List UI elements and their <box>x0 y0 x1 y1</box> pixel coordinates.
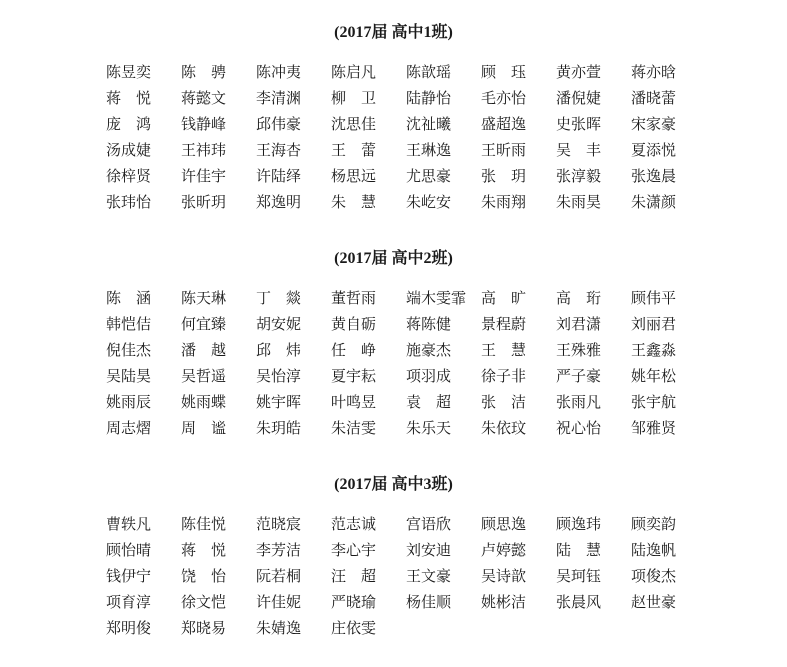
student-name: 刘君潇 <box>556 315 602 333</box>
student-name: 高 珩 <box>556 289 602 307</box>
student-name-grid <box>106 59 706 215</box>
student-name: 陈 骋 <box>181 63 227 81</box>
student-name: 盛超逸 <box>481 115 527 133</box>
student-name: 朱洁雯 <box>331 419 377 437</box>
student-name: 张淳毅 <box>556 167 602 185</box>
student-name: 张 玥 <box>481 167 527 185</box>
student-name: 景程蔚 <box>481 315 527 333</box>
student-name: 宋家豪 <box>631 115 677 133</box>
student-name: 张晨风 <box>556 593 602 611</box>
student-name: 邱伟豪 <box>256 115 302 133</box>
student-name: 何宜臻 <box>181 315 227 333</box>
student-name: 顾奕韵 <box>631 515 677 533</box>
student-name: 许佳妮 <box>256 593 302 611</box>
student-name: 陈佳悦 <box>181 515 227 533</box>
student-name: 韩恺佶 <box>106 315 152 333</box>
student-name: 袁 超 <box>406 393 452 411</box>
student-name: 郑晓易 <box>181 619 227 637</box>
student-name: 丁 燚 <box>256 289 302 307</box>
student-name: 沈祉曦 <box>406 115 452 133</box>
student-name: 姚年松 <box>631 367 677 385</box>
student-name: 毛亦怡 <box>481 89 527 107</box>
student-name: 潘倪婕 <box>556 89 602 107</box>
student-name: 王 慧 <box>481 341 527 359</box>
student-name: 张逸晨 <box>631 167 677 185</box>
student-name: 邱 炜 <box>256 341 302 359</box>
student-name: 朱婧逸 <box>256 619 302 637</box>
student-name: 徐文恺 <box>181 593 227 611</box>
class-title: (2017届 高中2班) <box>334 250 453 267</box>
student-name: 吴陆昊 <box>106 367 152 385</box>
student-name: 张宇航 <box>631 393 677 411</box>
student-name: 郑明俊 <box>106 619 152 637</box>
student-name: 李清渊 <box>256 89 302 107</box>
student-name: 杨佳顺 <box>406 593 452 611</box>
student-name: 朱乐天 <box>406 419 452 437</box>
student-name: 项俊杰 <box>631 567 677 585</box>
student-name: 陈歆瑶 <box>406 63 452 81</box>
student-name: 陈昱奕 <box>106 63 152 81</box>
student-name: 赵世豪 <box>631 593 677 611</box>
student-name: 严子豪 <box>556 367 602 385</box>
student-name: 徐子非 <box>481 367 527 385</box>
student-name: 王鑫淼 <box>631 341 677 359</box>
student-name: 顾思逸 <box>481 515 527 533</box>
student-name: 黄亦萱 <box>556 63 602 81</box>
student-name-grid <box>106 285 706 441</box>
student-name: 叶鸣昱 <box>331 393 377 411</box>
student-name: 朱雨昊 <box>556 193 602 211</box>
student-name: 朱依玟 <box>481 419 527 437</box>
student-name: 朱 慧 <box>331 193 377 211</box>
student-name: 顾逸玮 <box>556 515 602 533</box>
student-name: 陆 慧 <box>556 541 602 559</box>
student-name: 顾 珏 <box>481 63 527 81</box>
student-name: 王祎玮 <box>181 141 227 159</box>
student-name: 王 蕾 <box>331 141 377 159</box>
student-name: 王殊雅 <box>556 341 602 359</box>
student-name: 阮若桐 <box>256 567 302 585</box>
student-name: 庞 鸿 <box>106 115 152 133</box>
student-name: 王琳逸 <box>406 141 452 159</box>
student-name: 宫语欣 <box>406 515 452 533</box>
student-name: 陈 涵 <box>106 289 152 307</box>
student-name: 柳 卫 <box>331 89 377 107</box>
student-name: 邹雅贤 <box>631 419 677 437</box>
student-name: 刘安迪 <box>406 541 452 559</box>
student-name: 项羽成 <box>406 367 452 385</box>
student-name: 饶 怡 <box>181 567 227 585</box>
student-name: 陈天琳 <box>181 289 227 307</box>
student-name: 庄依雯 <box>331 619 377 637</box>
student-name: 范晓宸 <box>256 515 302 533</box>
student-name: 吴诗歆 <box>481 567 527 585</box>
student-name: 陈冲夷 <box>256 63 302 81</box>
student-name: 朱屹安 <box>406 193 452 211</box>
student-name-grid <box>106 511 706 641</box>
student-name: 蒋 悦 <box>106 89 152 107</box>
student-name: 徐梓贤 <box>106 167 152 185</box>
student-name: 沈思佳 <box>331 115 377 133</box>
student-name: 许佳宇 <box>181 167 227 185</box>
student-name: 曹轶凡 <box>106 515 152 533</box>
student-name: 任 峥 <box>331 341 377 359</box>
student-name: 王文豪 <box>406 567 452 585</box>
student-name: 王海杏 <box>256 141 302 159</box>
student-name: 夏添悦 <box>631 141 677 159</box>
student-name: 李芳洁 <box>256 541 302 559</box>
student-name: 汤成婕 <box>106 141 152 159</box>
student-name: 顾怡晴 <box>106 541 152 559</box>
student-name: 王昕雨 <box>481 141 527 159</box>
student-name: 张 洁 <box>481 393 527 411</box>
student-name: 周 谧 <box>181 419 227 437</box>
student-name: 钱静峰 <box>181 115 227 133</box>
student-name: 高 旷 <box>481 289 527 307</box>
student-name: 潘晓蕾 <box>631 89 677 107</box>
student-name: 朱潇颜 <box>631 193 677 211</box>
student-name: 范志诚 <box>331 515 377 533</box>
student-name: 尤思豪 <box>406 167 452 185</box>
student-name: 张玮怡 <box>106 193 152 211</box>
student-name: 顾伟平 <box>631 289 677 307</box>
student-name: 项育淳 <box>106 593 152 611</box>
student-name: 杨思远 <box>331 167 377 185</box>
student-name: 姚彬洁 <box>481 593 527 611</box>
student-name: 胡安妮 <box>256 315 302 333</box>
student-name: 黄自砺 <box>331 315 377 333</box>
student-name: 施豪杰 <box>406 341 452 359</box>
student-name: 周志熠 <box>106 419 152 437</box>
student-name: 陈启凡 <box>331 63 377 81</box>
student-name: 吴哲遥 <box>181 367 227 385</box>
student-name: 端木雯霏 <box>406 289 467 307</box>
student-name: 吴怡淳 <box>256 367 302 385</box>
student-name: 吴 丰 <box>556 141 602 159</box>
student-name: 刘丽君 <box>631 315 677 333</box>
student-name: 朱玥皓 <box>256 419 302 437</box>
student-name: 姚雨蝶 <box>181 393 227 411</box>
student-name: 蒋陈健 <box>406 315 452 333</box>
student-name: 汪 超 <box>331 567 377 585</box>
class-title: (2017届 高中3班) <box>334 476 453 493</box>
student-name: 董哲雨 <box>331 289 377 307</box>
student-name: 倪佳杰 <box>106 341 152 359</box>
student-name: 蒋 悦 <box>181 541 227 559</box>
class-title: (2017届 高中1班) <box>334 24 453 41</box>
student-name: 朱雨翔 <box>481 193 527 211</box>
student-name: 张昕玥 <box>181 193 227 211</box>
student-name: 张雨凡 <box>556 393 602 411</box>
student-name: 吴珂钰 <box>556 567 602 585</box>
student-name: 蒋懿文 <box>181 89 227 107</box>
student-name: 钱伊宁 <box>106 567 152 585</box>
student-name: 潘 越 <box>181 341 227 359</box>
student-name: 姚宇晖 <box>256 393 302 411</box>
student-name: 陆逸帆 <box>631 541 677 559</box>
student-name: 蒋亦晗 <box>631 63 677 81</box>
student-name: 祝心怡 <box>556 419 602 437</box>
student-name: 姚雨辰 <box>106 393 152 411</box>
student-name: 史张晖 <box>556 115 602 133</box>
student-name: 卢婷懿 <box>481 541 527 559</box>
student-name: 李心宇 <box>331 541 377 559</box>
student-name: 陆静怡 <box>406 89 452 107</box>
student-name: 许陆绎 <box>256 167 302 185</box>
student-name: 严晓瑜 <box>331 593 377 611</box>
student-name: 夏宇耘 <box>331 367 377 385</box>
student-name: 郑逸明 <box>256 193 302 211</box>
